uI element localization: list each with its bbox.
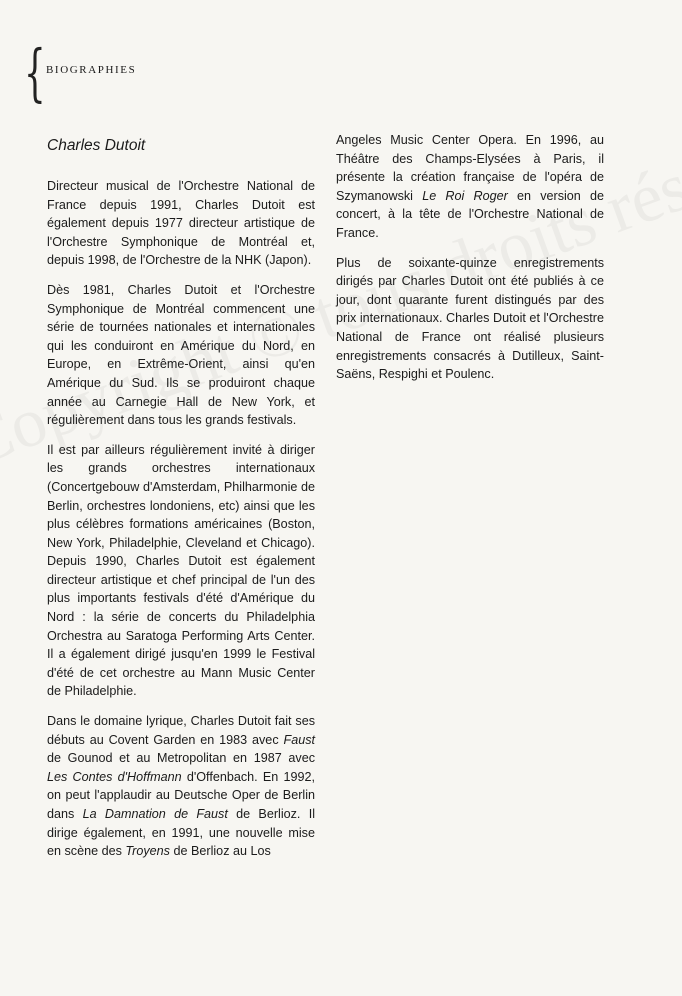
left-column: [47, 136, 315, 872]
paragraph-2: Dès 1981, Charles Dutoit et l'Orchestre Symphonique de Montréal commencent une série de tournées nationales et internationales qui les conduiront en Amérique du Nord, en Europe, en Extrême-Orient, ainsi qu'en Amérique du Sud. Ils se produiront chaque année au Carnegie Hall de New York, et régulièrement dans tous les grands festivals.: [47, 282, 315, 428]
paragraph-4-overflow-start: de Berlioz au Los: [169, 844, 271, 859]
section-brace-icon: {: [24, 36, 46, 109]
article-title: Charles Dutoit: [47, 137, 146, 154]
right-column: [336, 131, 604, 395]
paragraph-4-start: Dans le domaine lyrique, Charles Dutoit fait ses débuts au Covent Garden en 1983 avec Faust de Gounod et au Metropolitan en 1987 avec Les Contes d'Hoffmann d'Offenbach. En 1992, on peut l'applaudir au Deutsche Oper de Berlin dans La Damnation de Faust de Berlioz. Il dirige également, en 1991, une nouvelle mise en scène des Troyens de Berlioz au Los: [47, 714, 315, 859]
paragraph-4-continued: Angeles Music Center Opera. En 1996, au Théâtre des Champs-Elysées à Paris, il présente la création française de l'opéra de Szymanowski Le Roi Roger en version de concert, à la tête de l'Orchestre National de France.: [336, 133, 604, 240]
paragraph-4-overflow-end: Angeles Music Center Opera. En 1996, au Théâtre des Champs-Elysées à Paris, il présente la création française de l'opéra de Szymanowski: [336, 133, 604, 203]
paragraph-5: Plus de soixante-quinze enregistrements dirigés par Charles Dutoit ont été publiés à ce jour, dont quarante furent distingués par des prix internationaux. Charles Dutoit et l'Orchestre National de France ont réalisé plusieurs enregistrements consacrés à Dutilleux, Saint-Saëns, Respighi et Poulenc.: [336, 255, 604, 382]
section-label: BIOGRAPHIES: [46, 64, 137, 76]
paragraph-1: Directeur musical de l'Orchestre National de France depuis 1991, Charles Dutoit est également depuis 1977 directeur artistique de l'Orchestre Symphonique de Montréal et, depuis 1998, de l'Orchestre de la NHK (Japon).: [47, 179, 315, 268]
paragraph-3: Il est par ailleurs régulièrement invité à diriger les grands orchestres internationaux (Concertgebouw d'Amsterdam, Philharmonie de Berlin, orchestres londoniens, etc) ainsi que les plus célèbres formations américaines (Boston, New York, Philadelphie, Cleveland et Chicago). Depuis 1990, Charles Dutoit est également directeur artistique et chef principal de l'un des plus importants festivals d'été d'Amérique du Nord : la série de concerts du Philadelphia Orchestra au Saratoga Performing Arts Center. Il a également dirigé jusqu'en 1999 le Festival d'été de cet orchestre au Mann Music Center de Philadelphie.: [47, 442, 315, 699]
